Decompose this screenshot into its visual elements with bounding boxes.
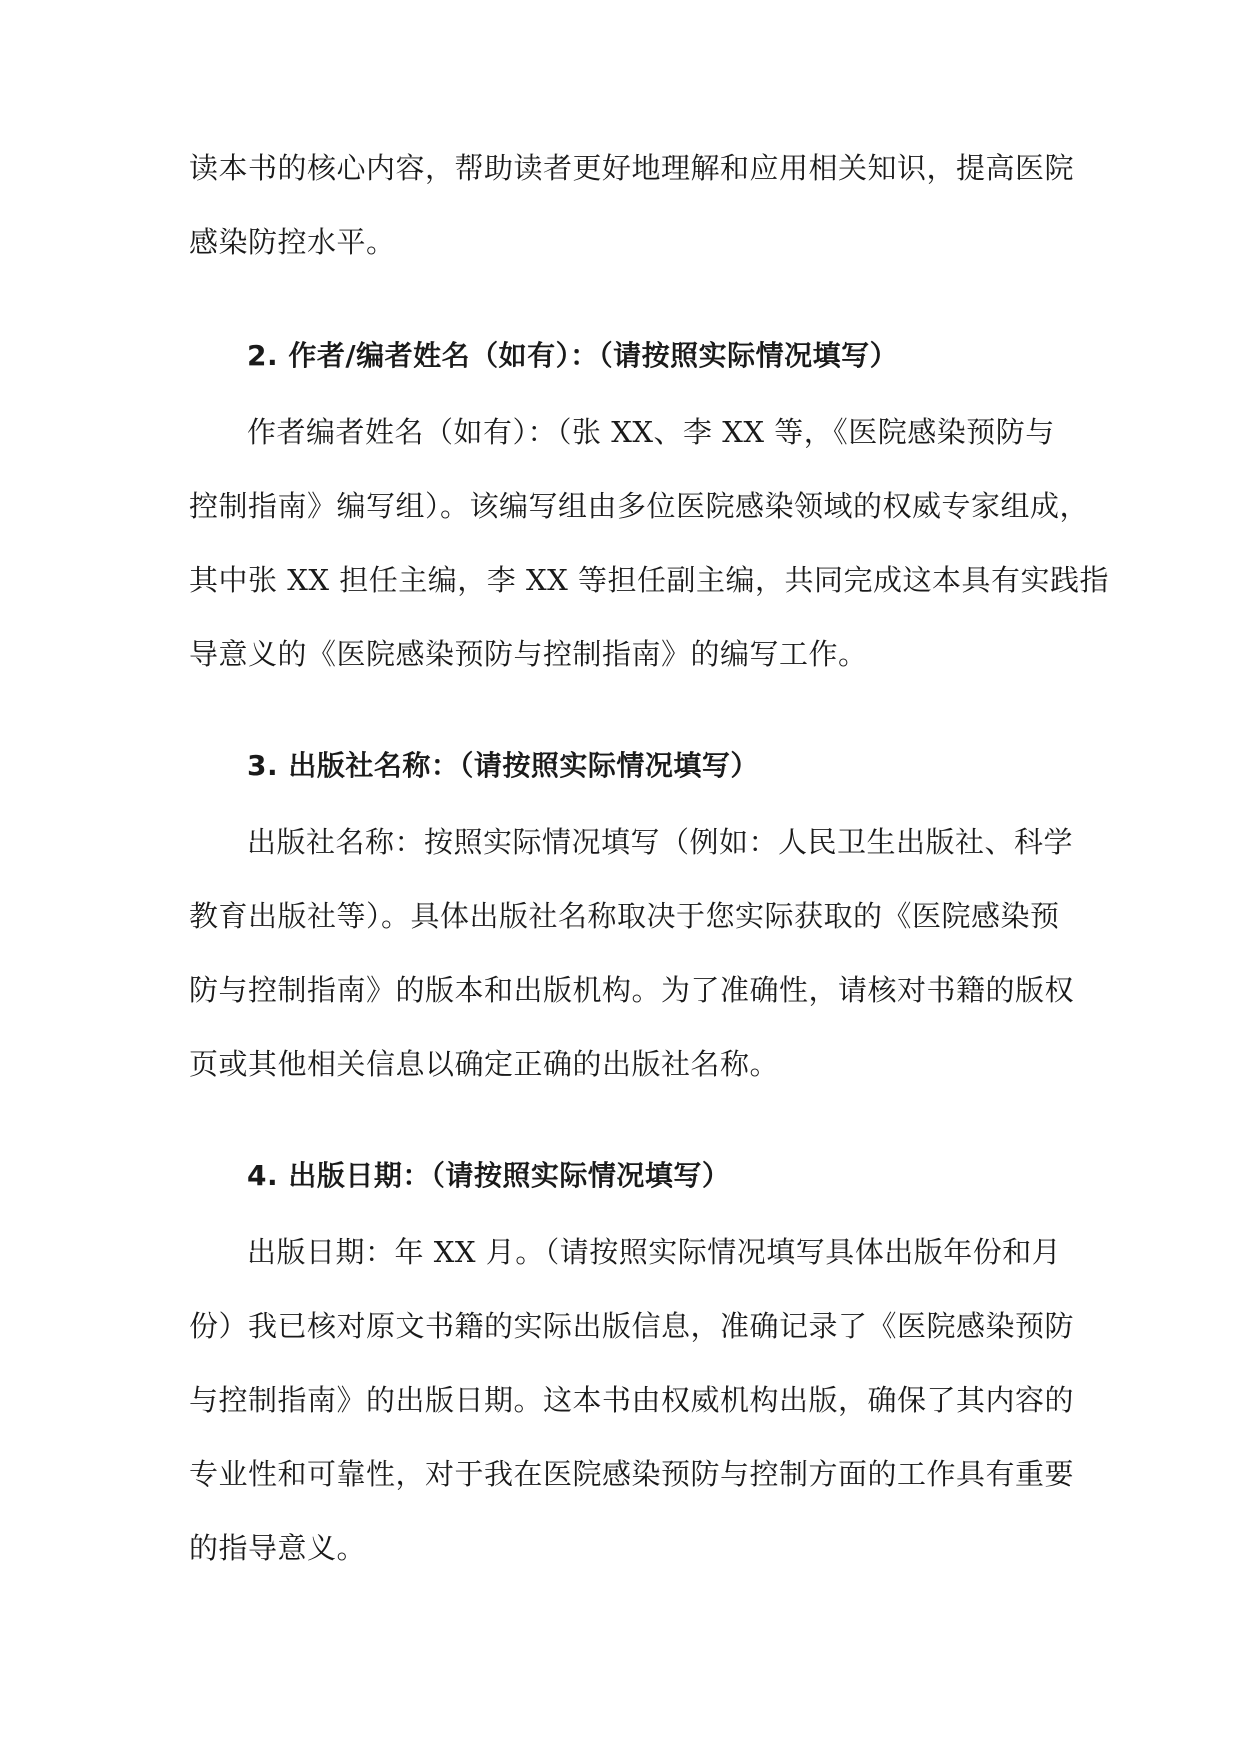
section-3-line-2: 教育出版社等）。具体出版社名称取决于您实际获取的《医院感染预: [189, 899, 1060, 933]
section-3-line-4: 页或其他相关信息以确定正确的出版社名称。: [189, 1047, 780, 1081]
section-2-line-1: 作者编者姓名（如有）：（张 XX、李 XX 等，《医院感染预防与: [247, 415, 1055, 449]
paragraph-1-line-1: 读本书的核心内容，帮助读者更好地理解和应用相关知识，提高医院: [189, 151, 1075, 185]
section-4-line-2: 份）我已核对原文书籍的实际出版信息，准确记录了《医院感染预防: [189, 1309, 1075, 1343]
section-2-line-2: 控制指南》编写组）。该编写组由多位医院感染领域的权威专家组成，: [189, 489, 1090, 523]
section-4-heading: 4. 出版日期：（请按照实际情况填写）: [247, 1159, 731, 1192]
section-2-heading: 2. 作者/编者姓名（如有）：（请按照实际情况填写）: [247, 339, 899, 372]
section-3-line-1: 出版社名称：按照实际情况填写（例如：人民卫生出版社、科学: [247, 825, 1074, 859]
section-4-line-1: 出版日期：年 XX 月。（请按照实际情况填写具体出版年份和月: [247, 1235, 1062, 1269]
paragraph-1-line-2: 感染防控水平。: [189, 225, 396, 259]
section-4-line-3: 与控制指南》的出版日期。这本书由权威机构出版，确保了其内容的: [189, 1383, 1075, 1417]
section-2-line-4: 导意义的《医院感染预防与控制指南》的编写工作。: [189, 637, 868, 671]
section-3-heading: 3. 出版社名称：（请按照实际情况填写）: [247, 749, 759, 782]
section-4-line-4: 专业性和可靠性，对于我在医院感染预防与控制方面的工作具有重要: [189, 1457, 1075, 1491]
section-4-line-5: 的指导意义。: [189, 1531, 367, 1565]
section-2-line-3: 其中张 XX 担任主编，李 XX 等担任副主编，共同完成这本具有实践指: [189, 563, 1109, 597]
section-3-line-3: 防与控制指南》的版本和出版机构。为了准确性，请核对书籍的版权: [189, 973, 1075, 1007]
